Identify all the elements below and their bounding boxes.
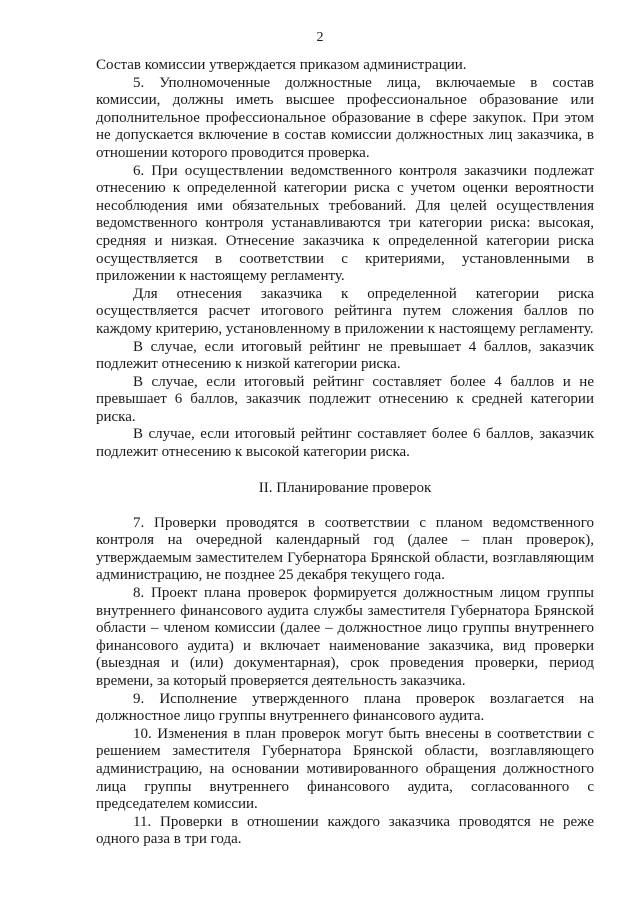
page-number: 2 <box>316 30 324 45</box>
paragraph-item-7: 7. Проверки проводятся в соответствии с планом ведомственного контроля на очередной календарный год (далее – план проверок), утверждаемым заместителем Губернатора Брянской области, возглавляющим администрацию, не позднее 25 декабря текущего года. <box>96 514 594 584</box>
paragraph-item-10: 10. Изменения в план проверок могут быть внесены в соответствии с решением заместителя Губернатора Брянской области, возглавляющего администрацию, на основании мотивированного обращения должностного лица группы внутреннего финансового аудита, согласованного с председателем комиссии. <box>96 725 594 813</box>
document-body <box>96 57 594 849</box>
paragraphs-bottom <box>96 515 594 849</box>
paragraph-item-9: 9. Исполнение утвержденного плана проверок возлагается на должностное лицо группы внутреннего финансового аудита. <box>96 690 594 725</box>
paragraph-item-11: 11. Проверки в отношении каждого заказчика проводятся не реже одного раза в три года. <box>96 813 594 848</box>
paragraph-commission-approval: Состав комиссии утверждается приказом администрации. <box>96 57 467 73</box>
paragraph-high-risk: В случае, если итоговый рейтинг составляет более 6 баллов, заказчик подлежит отнесению к высокой категории риска. <box>96 426 594 461</box>
section-title: II. Планирование проверок <box>258 479 432 496</box>
paragraph-rating-calculation: Для отнесения заказчика к определенной категории риска осуществляется расчет итогового рейтинга путем сложения баллов по каждому критерию, установленному в приложении к настоящему регламенту. <box>96 285 594 337</box>
paragraph-medium-risk: В случае, если итоговый рейтинг составляет более 4 баллов и не превышает 6 баллов, заказчик подлежит отнесению к средней категории риска. <box>96 373 594 425</box>
paragraphs-top <box>96 57 594 462</box>
paragraph-item-5: 5. Уполномоченные должностные лица, включаемые в состав комиссии, должны иметь высшее профессиональное образование или дополнительное профессиональное образование в сфере закупок. При этом не допускается включение в состав комиссии должностных лиц заказчика, в отношении которого проводится проверка. <box>96 74 594 161</box>
paragraph-low-risk: В случае, если итоговый рейтинг не превышает 4 баллов, заказчик подлежит отнесению к низкой категории риска. <box>96 338 594 373</box>
paragraph-item-6: 6. При осуществлении ведомственного контроля заказчики подлежат отнесению к определенной категории риска с учетом оценки вероятности несоблюдения ими обязательных требований. Для целей осуществления ведомственного контроля устанавливаются три категории риска: высокая, средняя и низкая. Отнесение заказчика к определенной категории риска осуществляется в соответствии с критериями, установленными в приложении к настоящему регламенту. <box>96 162 594 285</box>
paragraph-item-8: 8. Проект плана проверок формируется должностным лицом группы внутреннего финансового аудита службы заместителя Губернатора Брянской области – членом комиссии (далее – должностное лицо группы внутреннего финансового аудита) и включает наименование заказчика, вид проверки (выездная и (или) документарная), срок проведения проверки, период времени, за который проверяется деятельность заказчика. <box>96 585 594 689</box>
